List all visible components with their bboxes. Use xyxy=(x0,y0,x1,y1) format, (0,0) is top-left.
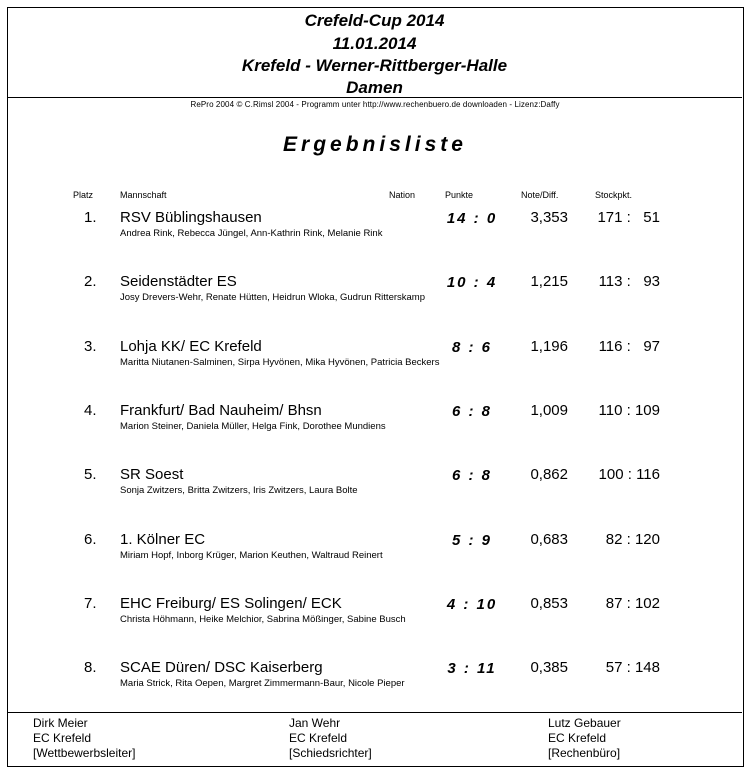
table-row xyxy=(0,402,750,442)
players: Sonja Zwitzers, Britta Zwitzers, Iris Zwitzers, Laura Bolte xyxy=(120,485,358,496)
points: 14 : 0 xyxy=(446,210,498,227)
players: Marion Steiner, Daniela Müller, Helga Fink, Dorothee Mundiens xyxy=(120,421,386,432)
note-diff: 0,853 xyxy=(530,595,568,612)
team-name: EHC Freiburg/ ES Solingen/ ECK xyxy=(120,595,342,612)
note-diff: 3,353 xyxy=(530,209,568,226)
points: 8 : 6 xyxy=(451,339,492,356)
signature-club: EC Krefeld xyxy=(548,731,607,745)
table-row xyxy=(0,338,750,378)
signature-block-rechenbuero xyxy=(548,716,621,761)
team-name: SR Soest xyxy=(120,466,184,483)
team-name: Lohja KK/ EC Krefeld xyxy=(120,338,262,355)
stock-points: 87 : 102 xyxy=(605,595,660,612)
team-name: Frankfurt/ Bad Nauheim/ Bhsn xyxy=(120,402,322,419)
points: 3 : 11 xyxy=(447,660,497,677)
signature-name: Dirk Meier xyxy=(33,716,88,730)
license-line: RePro 2004 © C.Rimsl 2004 - Programm unter http://www.rechenbuero.de downloaden - Lizenz:Daffy xyxy=(190,100,560,109)
signature-block-schiedsrichter xyxy=(289,716,372,761)
team-name: Seidenstädter ES xyxy=(120,273,237,290)
rank: 8. xyxy=(84,659,97,676)
table-row xyxy=(0,466,750,506)
table-row xyxy=(0,595,750,635)
note-diff: 1,196 xyxy=(530,338,568,355)
points: 6 : 8 xyxy=(451,467,492,484)
col-platz: Platz xyxy=(73,190,94,200)
rank: 6. xyxy=(84,531,97,548)
rank: 5. xyxy=(84,466,97,483)
stock-points: 100 : 116 xyxy=(598,466,660,483)
table-row xyxy=(0,659,750,699)
points: 10 : 4 xyxy=(446,274,498,291)
stock-points: 110 : 109 xyxy=(598,402,660,419)
players: Miriam Hopf, Inborg Krüger, Marion Keuthen, Waltraud Reinert xyxy=(120,550,383,561)
points: 5 : 9 xyxy=(451,532,492,549)
note-diff: 1,215 xyxy=(530,273,568,290)
signature-role: [Rechenbüro] xyxy=(548,746,621,760)
players: Josy Drevers-Wehr, Renate Hütten, Heidrun Wloka, Gudrun Ritterskamp xyxy=(120,292,425,303)
stock-points: 113 : 93 xyxy=(598,273,660,290)
stock-points: 57 : 148 xyxy=(605,659,660,676)
stock-points: 82 : 120 xyxy=(605,531,660,548)
players: Maria Strick, Rita Oepen, Margret Zimmermann-Baur, Nicole Pieper xyxy=(120,678,405,689)
signature-name: Jan Wehr xyxy=(289,716,341,730)
players: Christa Höhmann, Heike Melchior, Sabrina Mößinger, Sabine Busch xyxy=(120,614,406,625)
stock-points: 116 : 97 xyxy=(598,338,660,355)
points: 4 : 10 xyxy=(446,596,498,613)
players: Andrea Rink, Rebecca Jüngel, Ann-Kathrin Rink, Melanie Rink xyxy=(120,228,383,239)
note-diff: 0,683 xyxy=(530,531,568,548)
col-nation: Nation xyxy=(389,190,416,200)
col-punkte: Punkte xyxy=(445,190,474,200)
note-diff: 0,862 xyxy=(530,466,568,483)
signature-club: EC Krefeld xyxy=(289,731,348,745)
table-row xyxy=(0,273,750,313)
rank: 1. xyxy=(84,209,97,226)
table-row xyxy=(0,209,750,249)
event-venue: Krefeld - Werner-Rittberger-Halle xyxy=(241,56,508,75)
note-diff: 0,385 xyxy=(530,659,568,676)
signature-role: [Schiedsrichter] xyxy=(289,746,372,760)
players: Maritta Niutanen-Salminen, Sirpa Hyvönen, Mika Hyvönen, Patricia Beckers xyxy=(120,357,440,368)
stock-points: 171 : 51 xyxy=(597,209,660,226)
rank: 3. xyxy=(84,338,97,355)
page-frame xyxy=(7,7,744,767)
header-box xyxy=(7,7,742,98)
team-name: RSV Büblingshausen xyxy=(120,209,262,226)
col-stock: Stockpkt. xyxy=(595,190,633,200)
col-note: Note/Diff. xyxy=(521,190,559,200)
col-mannschaft: Mannschaft xyxy=(120,190,167,200)
event-category: Damen xyxy=(346,78,403,97)
event-date: 11.01.2014 xyxy=(332,34,417,53)
rank: 4. xyxy=(84,402,97,419)
note-diff: 1,009 xyxy=(530,402,568,419)
rank: 7. xyxy=(84,595,97,612)
team-name: SCAE Düren/ DSC Kaiserberg xyxy=(120,659,323,676)
rank: 2. xyxy=(84,273,97,290)
team-name: 1. Kölner EC xyxy=(120,531,206,548)
points: 6 : 8 xyxy=(451,403,492,420)
signature-role: [Wettbewerbsleiter] xyxy=(33,746,136,760)
signature-block-leiter xyxy=(33,716,136,761)
signature-name: Lutz Gebauer xyxy=(548,716,621,730)
table-row xyxy=(0,531,750,571)
signature-club: EC Krefeld xyxy=(33,731,92,745)
event-title: Crefeld-Cup 2014 xyxy=(304,11,445,30)
page-title: Ergebnisliste xyxy=(283,133,467,156)
